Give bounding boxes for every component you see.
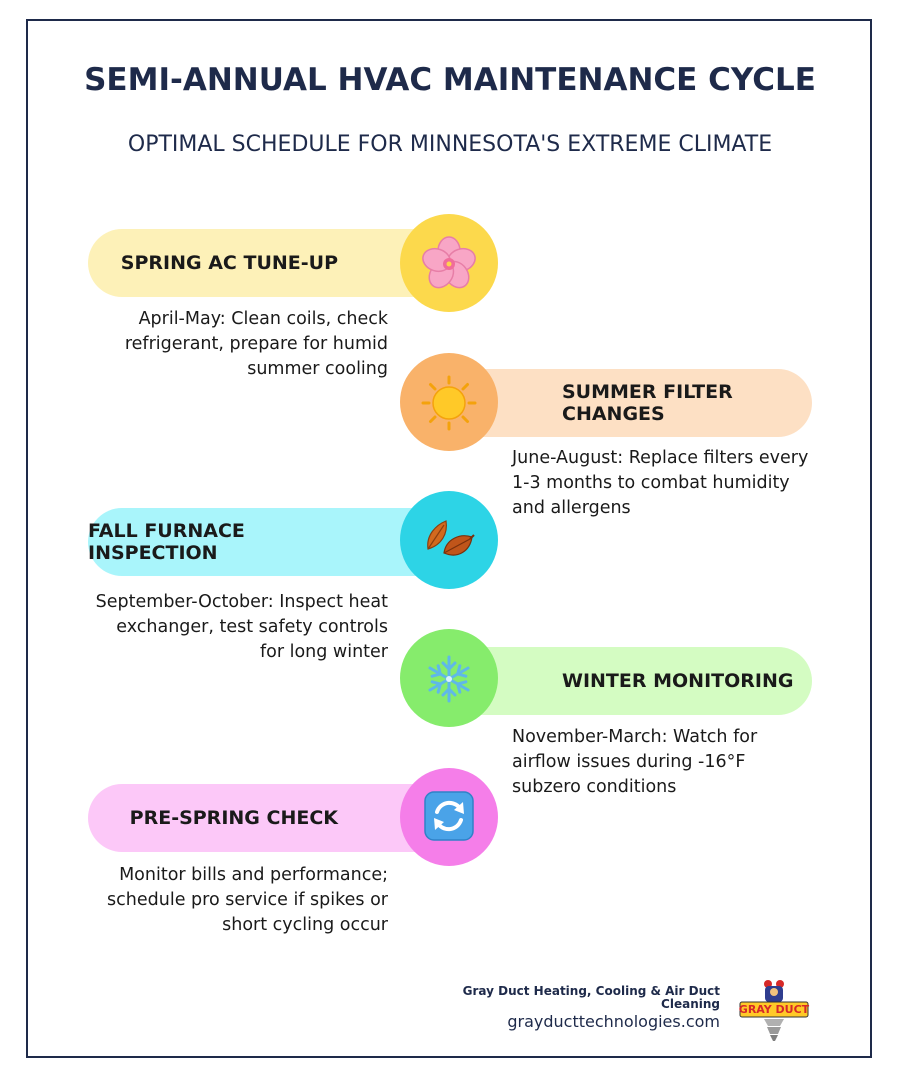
cycle-arrows-icon [400,768,498,866]
snowflake-icon [400,629,498,727]
svg-text:GRAY DUCT: GRAY DUCT [738,1003,810,1016]
step-pill-summer [450,369,812,437]
step-circle-winter [400,629,498,727]
step-pill-fall [88,508,450,576]
step-label-fall: FALL FURNACE INSPECTION [88,520,245,564]
company-name: Gray Duct Heating, Cooling & Air Duct Cleaning [462,984,720,1011]
step-label-winter: WINTER MONITORING [562,670,794,692]
step-circle-pre-spring [400,768,498,866]
step-circle-summer [400,353,498,451]
step-label-summer: SUMMER FILTER CHANGES [562,381,733,425]
step-label-pre-spring: PRE-SPRING CHECK [129,807,338,829]
step-pill-pre-spring [88,784,450,852]
sun-icon [400,353,498,451]
step-circle-fall [400,491,498,589]
step-description-pre-spring: Monitor bills and performance; schedule pro service if spikes or short cycling occur [107,865,388,935]
step-description-summer: June-August: Replace filters every 1-3 months to combat humidity and allergens [512,448,809,518]
cherry-blossom-icon [400,214,498,312]
website-link[interactable]: grayducttechnologies.com [507,1012,720,1031]
step-circle-spring [400,214,498,312]
gray-duct-logo [738,976,810,1042]
step-pill-winter [450,647,812,715]
step-pill-spring [88,229,450,297]
step-description-spring: April-May: Clean coils, check refrigerant, prepare for humid summer cooling [124,309,388,379]
page-title: SEMI-ANNUAL HVAC MAINTENANCE CYCLE [84,62,816,98]
step-description-fall: September-October: Inspect heat exchanger, test safety controls for long winter [95,592,388,662]
step-description-winter: November-March: Watch for airflow issues during -16°F subzero conditions [512,727,758,797]
fallen-leaves-icon [400,491,498,589]
page-subtitle: OPTIMAL SCHEDULE FOR MINNESOTA'S EXTREME CLIMATE [127,132,773,157]
step-label-spring: SPRING AC TUNE-UP [120,252,338,274]
